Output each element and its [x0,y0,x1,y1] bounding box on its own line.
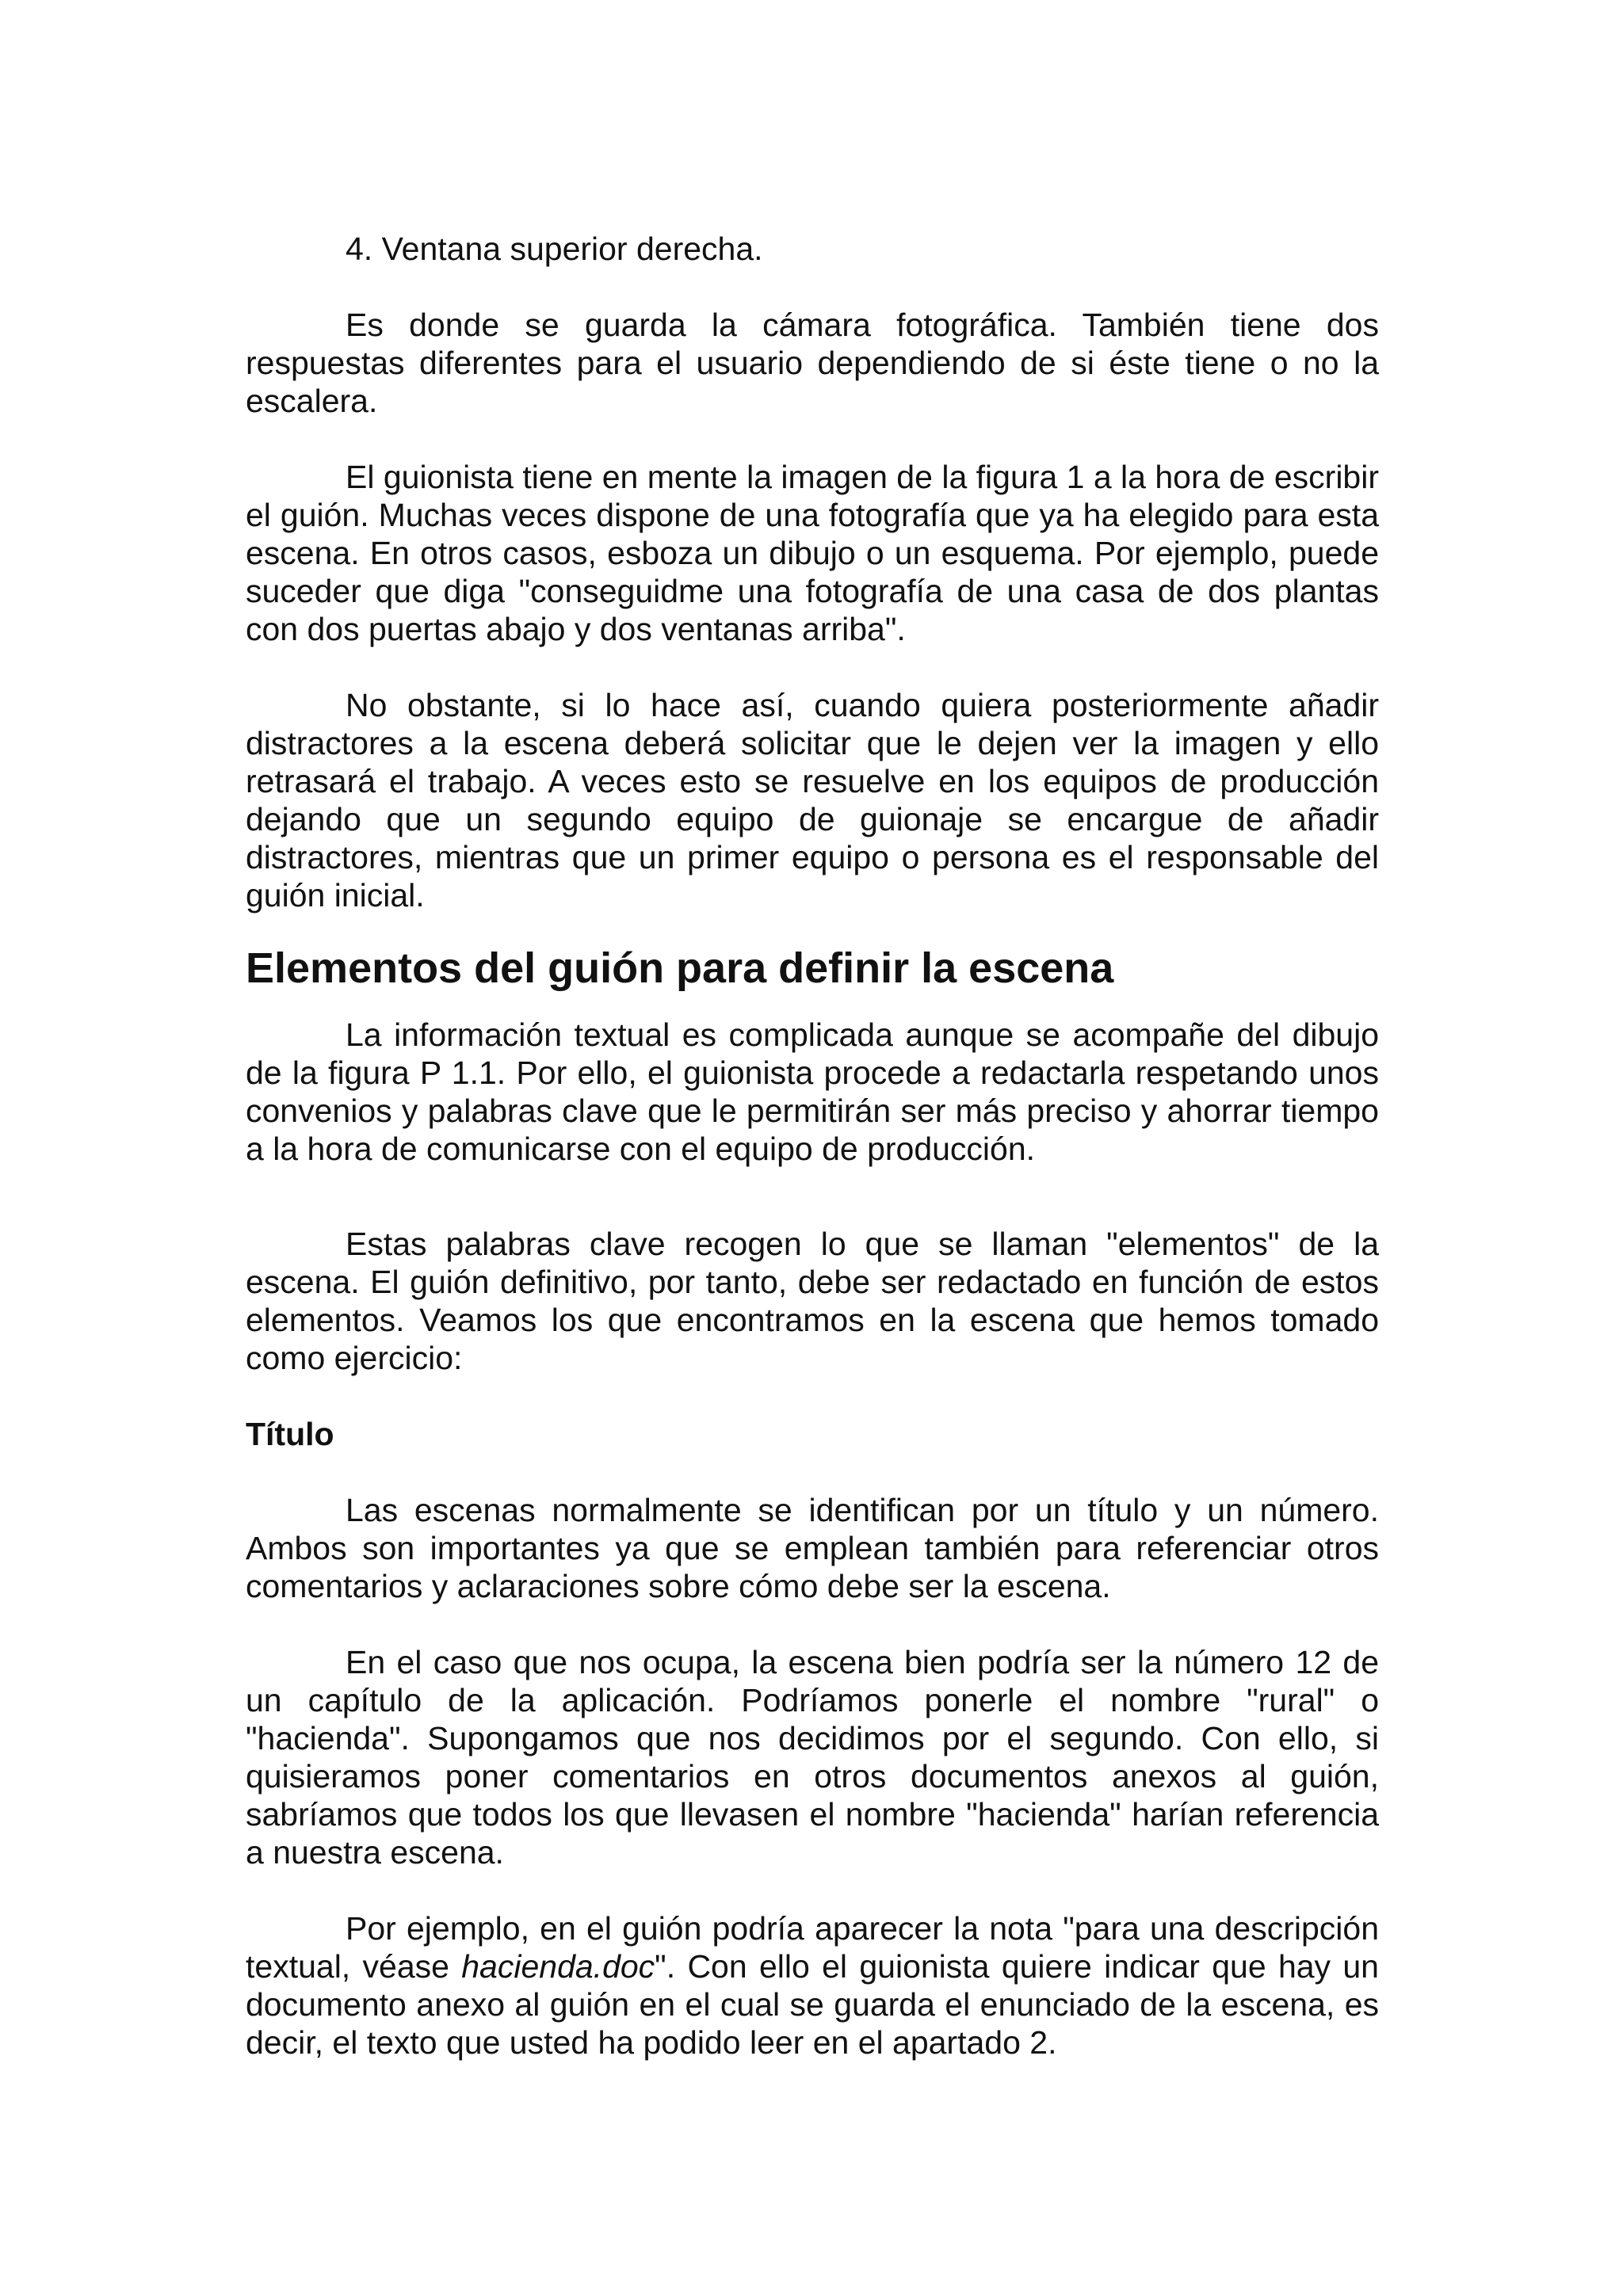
subsection-heading: Título [246,1416,334,1452]
paragraph: El guionista tiene en mente la imagen de la figura 1 a la hora de escribir el guión. Muchas veces dispone de una fotografía que ya ha elegido para esta escena. En otros casos, esboza un dibujo o un esquema. Por ejemplo, puede suceder que diga "conseguidme una fotografía de una casa de dos plantas con dos puertas abajo y dos ventanas arriba". [246,459,1379,647]
text-run: ". Con ello el guionista quiere indicar que hay un documento anexo al guión en el cual se guarda el enunciado de la escena, es decir, el texto que usted ha podido leer en el apartado 2. [246,1948,1379,2061]
paragraph: Es donde se guarda la cámara fotográfica. También tiene dos respuestas diferentes para el usuario dependiendo de si éste tiene o no la escalera. [246,307,1379,419]
paragraph-last [246,1909,1379,2061]
paragraph: Las escenas normalmente se identifican por un título y un número. Ambos son importantes ya que se emplean también para referenciar otros comentarios y aclaraciones sobre cómo debe ser la escena. [246,1492,1379,1604]
section-heading: Elementos del guión para definir la escena [246,944,1114,992]
paragraph: La información textual es complicada aunque se acompañe del dibujo de la figura P 1.1. Por ello, el guionista procede a redactarla respetando unos convenios y palabras clave que le permitirán ser más preciso y ahorrar tiempo a la hora de comunicarse con el equipo de producción. [246,1016,1379,1167]
document-page [246,230,1379,2061]
text-run: Por ejemplo, en el guión podría aparecer la nota "para una descripción textual, véase [246,1910,1379,1985]
list-item-ventana: 4. Ventana superior derecha. [346,231,763,267]
filename-italic: hacienda.doc [461,1948,655,1985]
paragraph: No obstante, si lo hace así, cuando quiera posteriormente añadir distractores a la escena deberá solicitar que le dejen ver la imagen y ello retrasará el trabajo. A veces esto se resuelve en los equipos de producción dejando que un segundo equipo de guionaje se encargue de añadir distractores, mientras que un primer equipo o persona es el responsable del guión inicial. [246,687,1379,913]
paragraph: Estas palabras clave recogen lo que se llaman "elementos" de la escena. El guión definitivo, por tanto, debe ser redactado en función de estos elementos. Veamos los que encontramos en la escena que hemos tomado como ejercicio: [246,1226,1379,1376]
paragraph: En el caso que nos ocupa, la escena bien podría ser la número 12 de un capítulo de la aplicación. Podríamos ponerle el nombre "rural" o "hacienda". Supongamos que nos decidimos por el segundo. Con ello, si quisieramos poner comentarios en otros documentos anexos al guión, sabríamos que todos los que llevasen el nombre "hacienda" harían referencia a nuestra escena. [246,1644,1379,1871]
